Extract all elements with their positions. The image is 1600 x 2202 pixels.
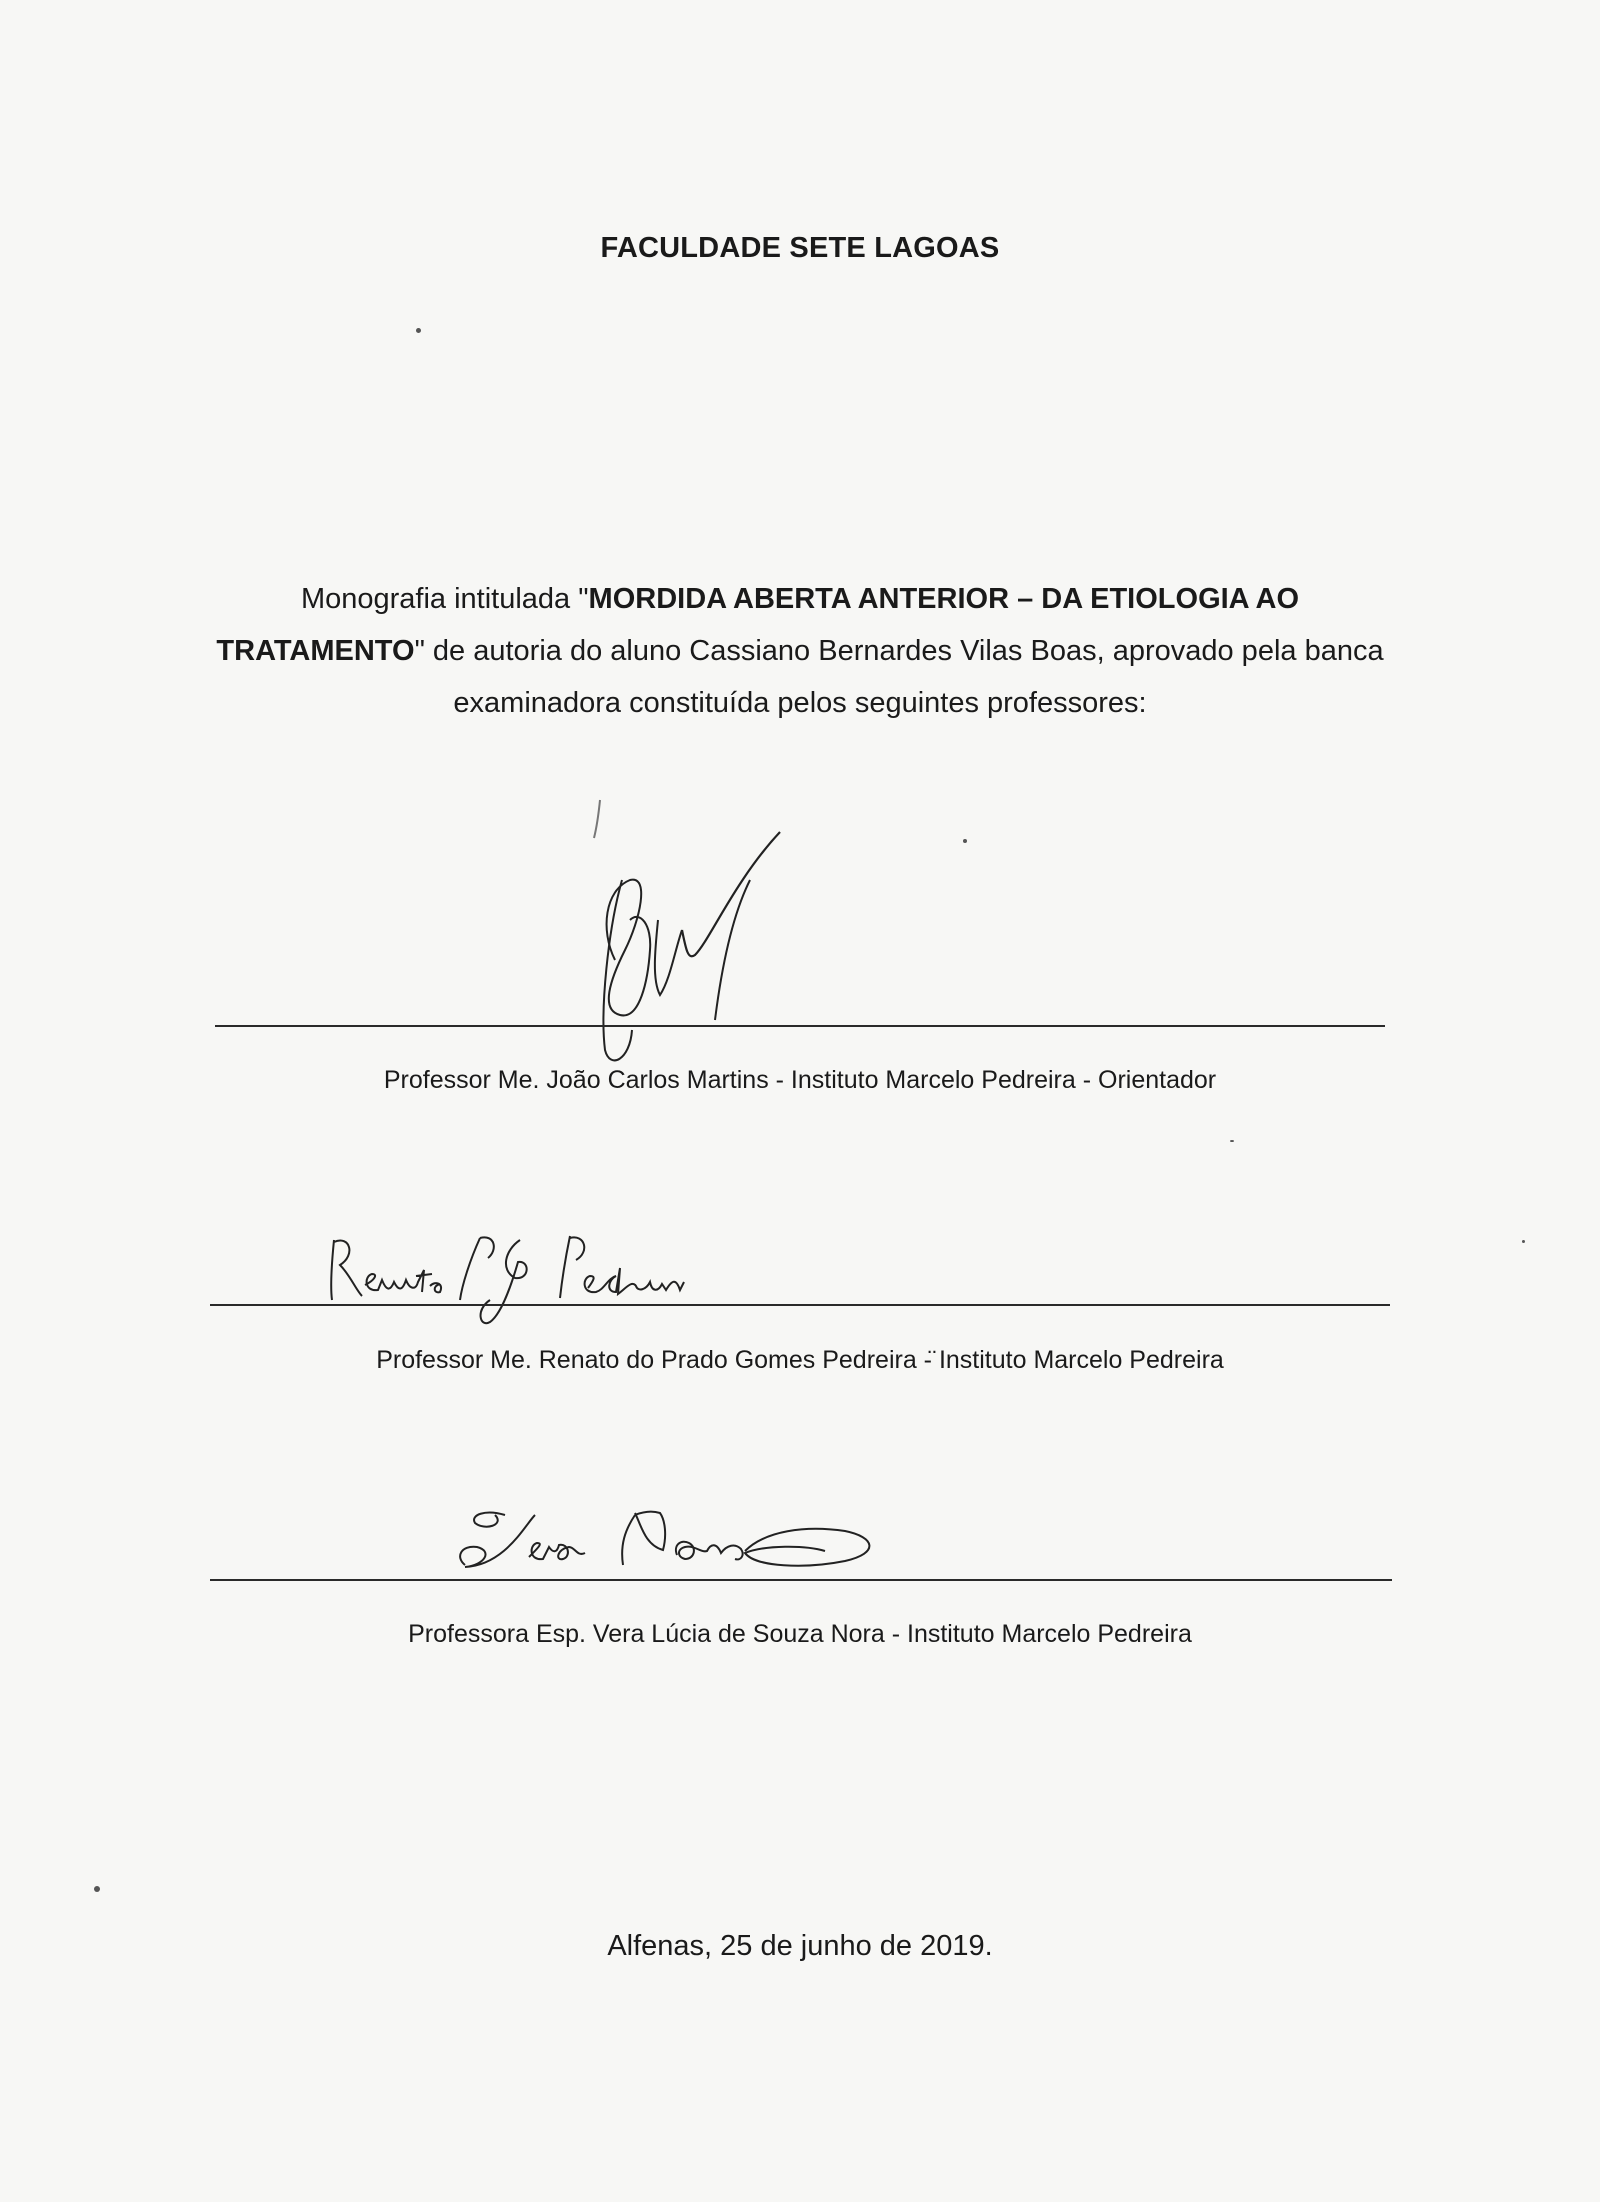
signature-examiner-3 <box>445 1495 925 1605</box>
scan-speck <box>94 1886 100 1892</box>
statement-suffix: " de autoria do aluno Cassiano Bernardes Vilas Boas, aprovado pela banca examinadora constituída pelos seguintes professores: <box>414 635 1384 719</box>
examiner-caption: Professor Me. João Carlos Martins - Instituto Marcelo Pedreira - Orientador <box>383 1066 1217 1094</box>
place-date: Alfenas, 25 de junho de 2019. <box>607 1930 993 1962</box>
signature-line <box>210 1579 1392 1581</box>
statement-prefix: Monografia intitulada " <box>300 583 589 615</box>
signature-line <box>210 1304 1390 1306</box>
scan-speck <box>1230 1140 1234 1142</box>
approval-statement <box>200 573 1400 729</box>
scan-speck <box>416 328 421 333</box>
examiner-caption: Professora Esp. Vera Lúcia de Souza Nora - Instituto Marcelo Pedreira <box>408 1620 1192 1648</box>
scan-speck <box>1522 1240 1525 1243</box>
institution-name: FACULDADE SETE LAGOAS <box>600 232 1000 264</box>
scan-speck <box>963 839 967 843</box>
monograph-title-line2: TRATAMENTO <box>216 635 415 667</box>
signature-line <box>215 1025 1385 1027</box>
examiner-caption: Professor Me. Renato do Prado Gomes Pedreira -̈ Instituto Marcelo Pedreira <box>376 1346 1224 1374</box>
signature-examiner-2 <box>320 1230 720 1330</box>
monograph-title-line1: MORDIDA ABERTA ANTERIOR – DA ETIOLOGIA AO <box>588 583 1300 615</box>
